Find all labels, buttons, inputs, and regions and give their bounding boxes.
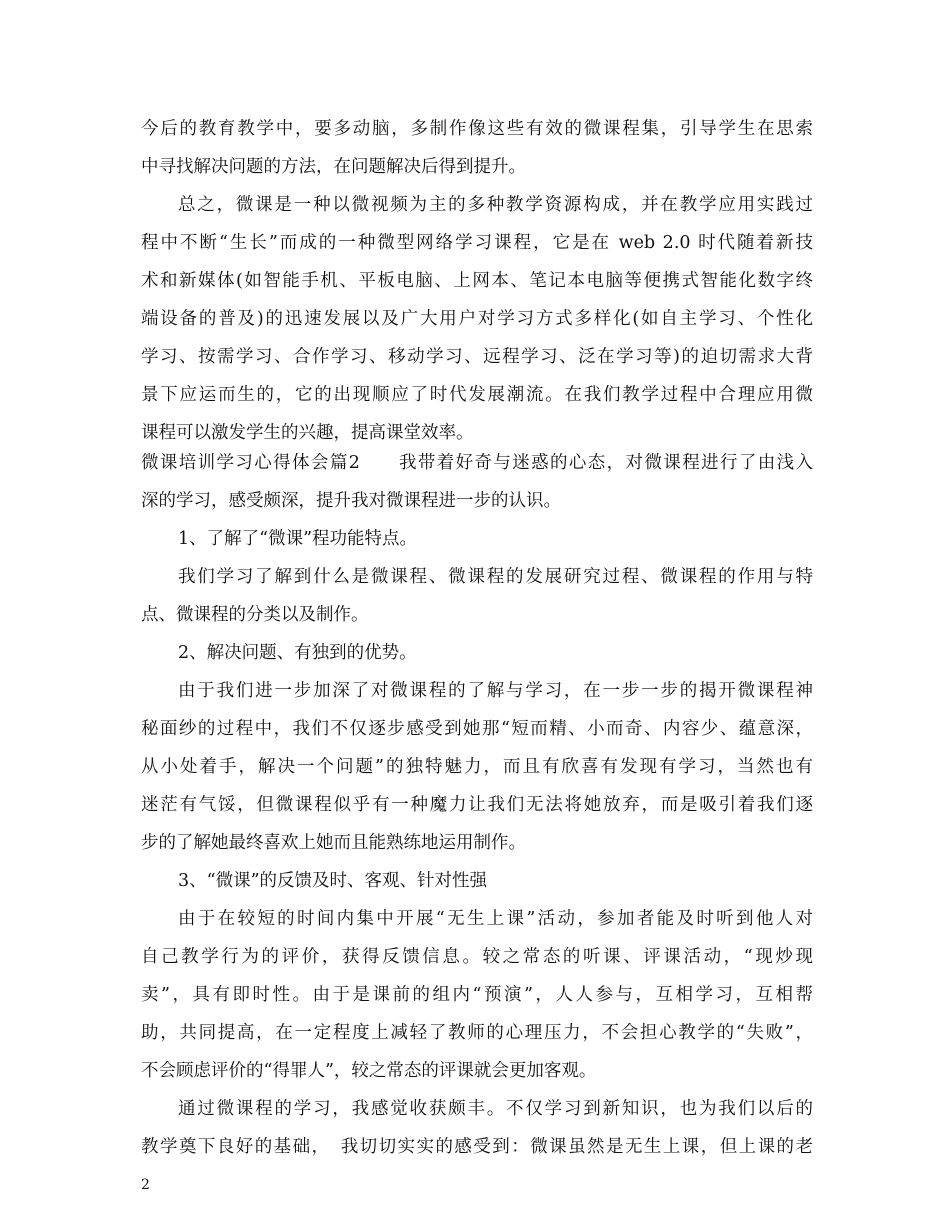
text-line: 我们学习了解到什么是微课程、微课程的发展研究过程、微课程的作用与特 bbox=[178, 567, 813, 587]
text-line: 总之，微课是一种以微视频为主的多种教学资源构成，并在教学应用实践过 bbox=[178, 195, 813, 215]
text-line: 深的学习，感受颇深，提升我对微课程进一步的认识。 bbox=[141, 491, 561, 511]
text-line: 中寻找解决问题的方法，在问题解决后得到提升。 bbox=[141, 157, 526, 177]
text-line: 步的了解她最终喜欢上她而且能熟练地运用制作。 bbox=[141, 833, 526, 853]
page-number: 2 bbox=[141, 1177, 150, 1193]
list-heading: 2、解决问题、有独到的优势。 bbox=[178, 643, 417, 663]
text-line: 由于我们进一步加深了对微课程的了解与学习，在一步一步的揭开微课程神 bbox=[178, 681, 813, 701]
text-line: 从小处着手，解决一个问题”的独特魅力，而且有欣喜有发现有学习，当然也有 bbox=[141, 757, 813, 777]
text-line: 卖”，具有即时性。由于是课前的组内“预演”，人人参与，互相学习，互相帮 bbox=[141, 985, 813, 1005]
text-line: 不会顾虑评价的“得罪人”，较之常态的评课就会更加客观。 bbox=[141, 1061, 597, 1081]
text-line: 迷茫有气馁，但微课程似乎有一种魔力让我们无法将她放弃，而是吸引着我们逐 bbox=[141, 795, 813, 815]
text-line: 今后的教育教学中，要多动脑，多制作像这些有效的微课程集，引导学生在思索 bbox=[141, 119, 813, 139]
text-line: 教学奠下良好的基础， 我切切实实的感受到：微课虽然是无生上课，但上课的老 bbox=[141, 1137, 813, 1157]
text-line: 课程可以激发学生的兴趣，提高课堂效率。 bbox=[141, 423, 474, 443]
list-heading: 1、了解了“微课”程功能特点。 bbox=[178, 529, 418, 549]
section-heading-line: 微课培训学习心得体会篇2 我带着好奇与迷惑的心态，对微课程进行了由浅入 bbox=[141, 453, 813, 473]
text-line: 学习、按需学习、合作学习、移动学习、远程学习、泛在学习等)的迫切需求大背 bbox=[141, 347, 813, 367]
text-line: 景下应运而生的，它的出现顺应了时代发展潮流。在我们教学过程中合理应用微 bbox=[141, 385, 813, 405]
text-line: 点、微课程的分类以及制作。 bbox=[141, 605, 369, 625]
text-line: 术和新媒体(如智能手机、平板电脑、上网本、笔记本电脑等便携式智能化数字终 bbox=[141, 271, 813, 291]
text-line: 助，共同提高，在一定程度上减轻了教师的心理压力，不会担心教学的“失败”， bbox=[141, 1023, 813, 1043]
text-line: 秘面纱的过程中，我们不仅逐步感受到她那“短而精、小而奇、内容少、蕴意深， bbox=[141, 719, 813, 739]
text-line: 端设备的普及)的迅速发展以及广大用户对学习方式多样化(如自主学习、个性化 bbox=[141, 309, 813, 329]
list-heading: 3、“微课”的反馈及时、客观、针对性强 bbox=[178, 871, 488, 891]
text-line: 自己教学行为的评价，获得反馈信息。较之常态的听课、评课活动，“现炒现 bbox=[141, 947, 813, 967]
text-line: 由于在较短的时间内集中开展“无生上课”活动，参加者能及时听到他人对 bbox=[178, 909, 813, 929]
text-line: 通过微课程的学习，我感觉收获颇丰。不仅学习到新知识，也为我们以后的 bbox=[178, 1099, 813, 1119]
text-line: 程中不断“生长”而成的一种微型网络学习课程，它是在 web 2.0 时代随着新技 bbox=[141, 233, 813, 253]
